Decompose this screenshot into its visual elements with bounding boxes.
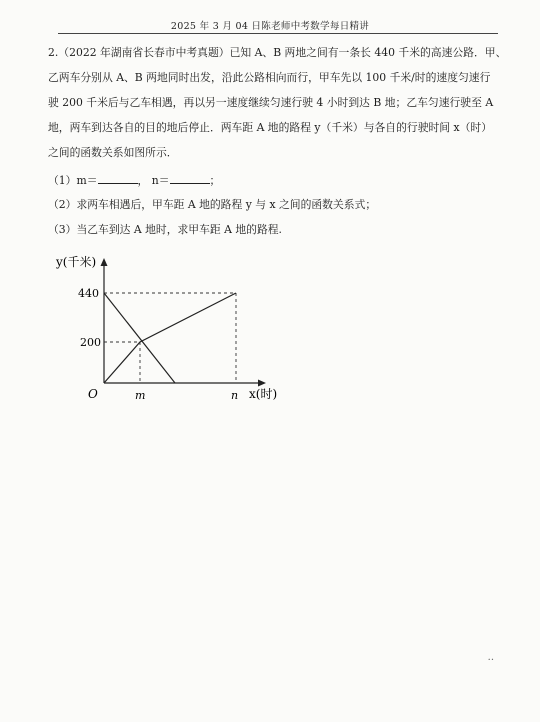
problem-line-4: 地，两车到达各自的目的地后停止．两车距 A 地的路程 y（千米）与各自的行驶时间 x（时） — [48, 121, 492, 134]
problem-line-3: 驶 200 千米后与乙车相遇，再以另一速度继续匀速行驶 4 小时到达 B 地；乙车匀速行驶至 A — [48, 96, 494, 109]
question-2: （2）求两车相遇后，甲车距 A 地的路程 y 与 x 之间的函数关系式； — [48, 198, 377, 211]
origin-label: O — [88, 387, 98, 401]
question-1-sep: ， — [137, 174, 149, 187]
question-1-n-label: n＝ — [151, 174, 170, 187]
question-1-m-label: m＝ — [76, 174, 98, 187]
x-tick-m: m — [135, 389, 146, 402]
y-tick-200: 200 — [80, 336, 101, 349]
x-axis-arrow — [258, 380, 266, 387]
car-yi-line — [104, 293, 175, 383]
question-3: （3）当乙车到达 A 地时，求甲车距 A 地的路程. — [48, 223, 282, 236]
footer-mark: ·· — [487, 655, 494, 666]
page-header: 2025 年 3 月 04 日陈老师中考数学每日精讲 — [170, 21, 370, 32]
x-tick-n: n — [231, 389, 239, 402]
question-1-end: ； — [209, 174, 221, 187]
problem-line-5: 之间的函数关系如图所示． — [48, 146, 178, 159]
y-axis-arrow — [101, 258, 108, 266]
question-1-prefix: （1） — [48, 174, 77, 187]
car-jia-line — [104, 293, 236, 383]
y-axis-label: y(千米) — [56, 255, 97, 269]
problem-line-2: 乙两车分别从 A、B 两地同时出发，沿此公路相向而行，甲车先以 100 千米/时的速度匀速行 — [48, 71, 491, 84]
x-axis-label: x(时) — [249, 387, 278, 401]
problem-line-1: 2.（2022 年湖南省长春市中考真题）已知 A、B 两地之间有一条长 440 千米的高速公路．甲、 — [48, 46, 507, 59]
y-tick-440: 440 — [78, 287, 99, 300]
